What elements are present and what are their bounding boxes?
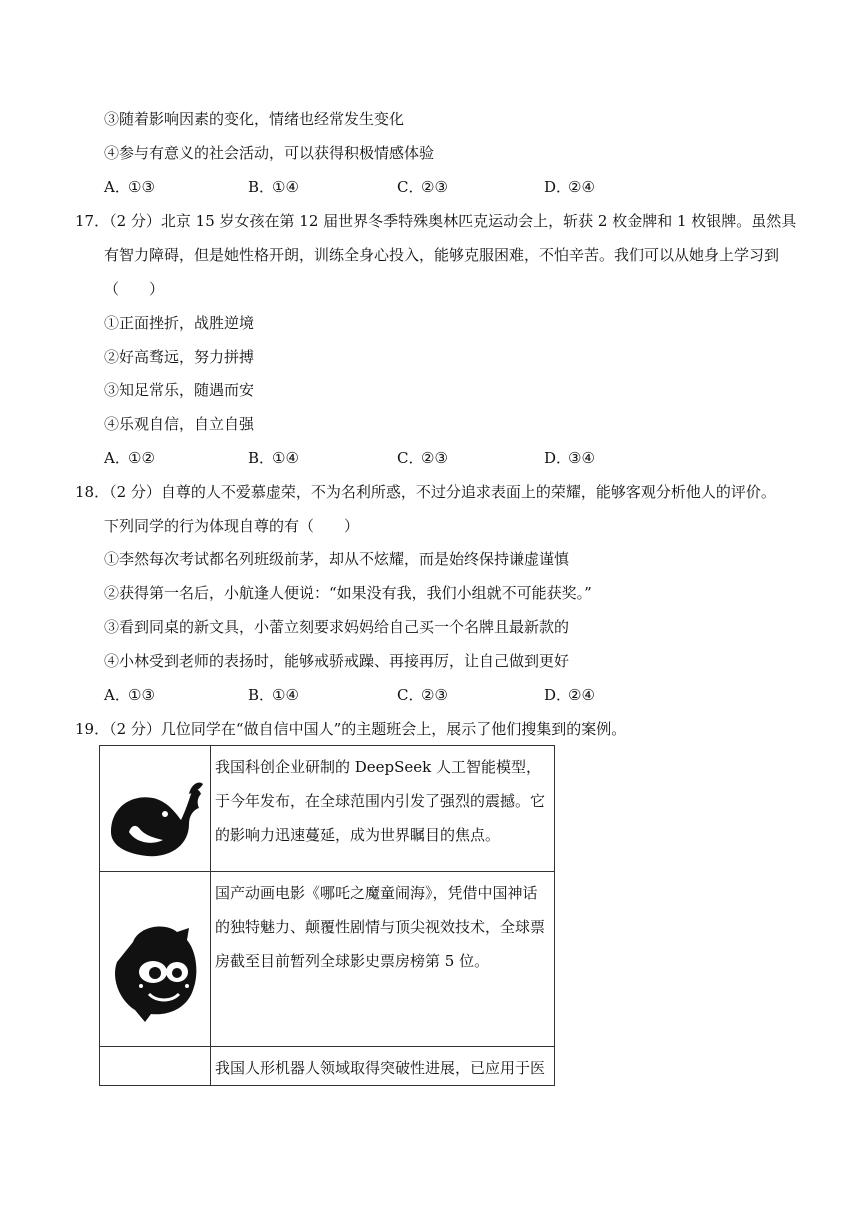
q18-stem-line-1: 18．（2 分）自尊的人不爱慕虚荣，不为名利所惑，不过分追求表面上的荣耀，能够客观分析他人的评价。 xyxy=(75,483,776,501)
q17-stem-line-1: 17．（2 分）北京 15 岁女孩在第 12 届世界冬季特殊奥林匹克运动会上，斩获 2 枚金牌和 1 枚银牌。虽然具 xyxy=(75,212,797,230)
q16-option-a[interactable]: A．①③ xyxy=(104,178,155,196)
q17-option-d[interactable]: D．③④ xyxy=(544,449,595,467)
q19-stem: 19．（2 分）几位同学在“做自信中国人”的主题班会上，展示了他们搜集到的案例。 xyxy=(75,720,627,738)
q18-statement-2: ②获得第一名后，小航逢人便说：“如果没有我，我们小组就不可能获奖。” xyxy=(104,584,592,602)
q18-statement-1: ①李然每次考试都名列班级前茅，却从不炫耀，而是始终保持谦虚谨慎 xyxy=(104,550,570,568)
case-row-nezha xyxy=(100,872,555,1047)
q17-option-a[interactable]: A．①② xyxy=(104,449,155,467)
q17-statement-2: ②好高骛远，努力拼搏 xyxy=(104,348,255,366)
q18-statement-3: ③看到同桌的新文具，小蕾立刻要求妈妈给自己买一个名牌且最新款的 xyxy=(104,618,570,636)
q16-option-b[interactable]: B．①④ xyxy=(248,178,299,196)
case-row-robot xyxy=(100,1047,555,1086)
nezha-character-icon xyxy=(105,872,205,1046)
q18-stem-line-2: 下列同学的行为体现自尊的有（ ） xyxy=(104,517,360,535)
q18-options xyxy=(104,685,704,705)
q17-option-b[interactable]: B．①④ xyxy=(248,449,299,467)
q17-stem-line-2: 有智力障碍，但是她性格开朗，训练全身心投入，能够克服困难，不怕辛苦。我们可以从她身上学习到 xyxy=(104,246,780,264)
case-text-robot: 我国人形机器人领域取得突破性进展，已应用于医 xyxy=(211,1047,555,1086)
q18-option-c[interactable]: C．②③ xyxy=(397,686,448,704)
q16-options xyxy=(104,177,704,197)
q16-option-d[interactable]: D．②④ xyxy=(544,178,595,196)
q17-option-c[interactable]: C．②③ xyxy=(397,449,448,467)
case-image-cell xyxy=(100,1047,211,1086)
q18-option-d[interactable]: D．②④ xyxy=(544,686,595,704)
q16-option-c[interactable]: C．②③ xyxy=(397,178,448,196)
q19-case-table xyxy=(99,745,555,1086)
q18-statement-4: ④小林受到老师的表扬时，能够戒骄戒躁、再接再厉，让自己做到更好 xyxy=(104,652,570,670)
q18-option-a[interactable]: A．①③ xyxy=(104,686,155,704)
q17-stem-line-3: （ ） xyxy=(104,280,165,298)
q17-statement-1: ①正面挫折，战胜逆境 xyxy=(104,314,255,332)
q16-statement-3: ③随着影响因素的变化，情绪也经常发生变化 xyxy=(104,110,405,128)
whale-logo-icon xyxy=(105,746,205,871)
case-image-cell xyxy=(100,872,211,1047)
case-row-deepseek xyxy=(100,746,555,872)
q17-options xyxy=(104,448,704,468)
q17-statement-3: ③知足常乐，随遇而安 xyxy=(104,381,255,399)
q17-statement-4: ④乐观自信，自立自强 xyxy=(104,415,255,433)
q18-option-b[interactable]: B．①④ xyxy=(248,686,299,704)
case-text-deepseek: 我国科创企业研制的 DeepSeek 人工智能模型，于今年发布，在全球范围内引发了强烈的震撼。它的影响力迅速蔓延，成为世界瞩目的焦点。 xyxy=(211,746,555,872)
case-text-nezha: 国产动画电影《哪吒之魔童闹海》，凭借中国神话的独特魅力、颠覆性剧情与顶尖视效技术，全球票房截至目前暂列全球影史票房榜第 5 位。 xyxy=(211,872,555,1047)
q16-statement-4: ④参与有意义的社会活动，可以获得积极情感体验 xyxy=(104,144,435,162)
case-image-cell xyxy=(100,746,211,872)
